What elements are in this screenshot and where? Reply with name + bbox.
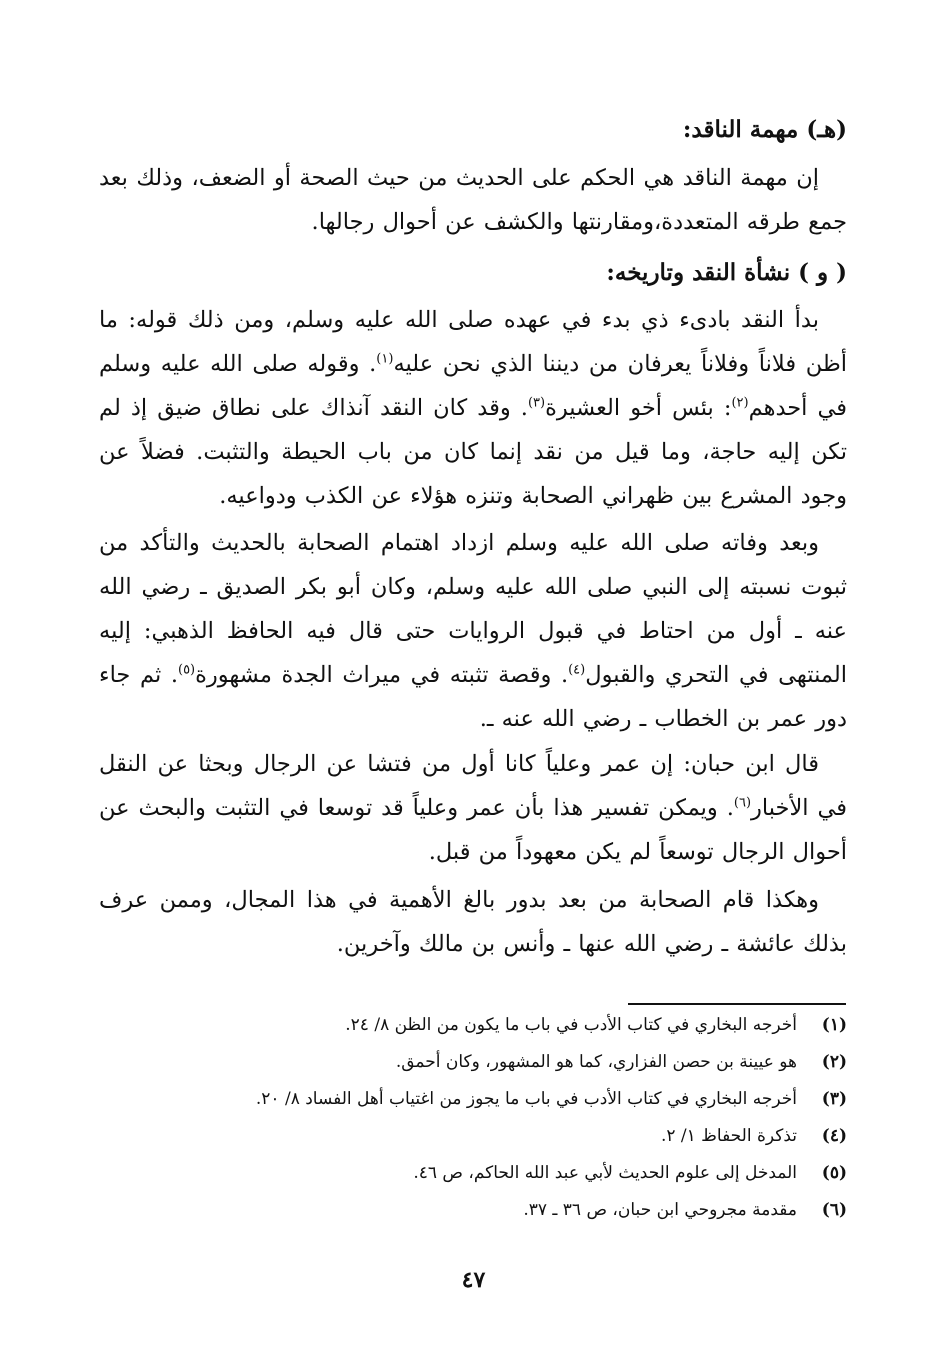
footnote-text: تذكرة الحفاظ ١/ ٢. [660,1126,797,1146]
footnote-separator [628,1003,846,1005]
paragraph-origin-2 [99,521,847,741]
footnote-number: (٦) [821,1200,847,1220]
section-heading-origin-of-criticism: ( و ) نشأة النقد وتاريخه: [606,259,847,286]
paragraph-origin-4 [99,878,847,966]
footnote-text: أخرجه البخاري في كتاب الأدب في باب ما يكون من الظن ٨/ ٢٤. [345,1015,797,1035]
footnote-ref-5[interactable]: (٥) [177,662,196,678]
footnote-ref-2[interactable]: (٢) [731,395,749,411]
footnote-item [99,1195,847,1225]
footnote-ref-1[interactable]: (١) [376,351,394,367]
paragraph-text: قال ابن حبان: إن عمر وعلياً كانا أول من فتشا عن الرجال وبحثا عن النقل في الأخبار$^{(٦)}$. ويمكن تفسير هذا بأن عمر وعلياً قد توسعا في التثبت والبحث عن أحوال الرجال توسعاً لم يكن معهوداً من قبل. [99,751,847,865]
paragraph-origin-1 [99,298,847,518]
footnote-ref-6[interactable]: (٦) [733,795,752,811]
footnote-text: المدخل إلى علوم الحديث لأبي عبد الله الحاكم، ص ٤٦. [413,1163,797,1183]
footnote-item [99,1084,847,1114]
footnote-item [99,1158,847,1188]
page-number: ٤٧ [461,1267,486,1293]
footnote-number: (٢) [821,1052,847,1072]
footnote-text: أخرجه البخاري في كتاب الأدب في باب ما يجوز من اغتياب أهل الفساد ٨/ ٢٠. [255,1089,797,1109]
footnote-ref-3[interactable]: (٣) [527,395,546,411]
footnote-number: (٥) [821,1163,847,1183]
footnote-text: مقدمة مجروحي ابن حبان، ص ٣٦ ـ ٣٧. [523,1200,797,1220]
footnote-text: هو عيينة بن حصن الفزاري، كما هو المشهور، وكان أحمق. [395,1052,797,1072]
section-heading-critic-task: (هـ) مهمة الناقد: [682,116,847,143]
paragraph-origin-3 [99,742,847,874]
paragraph-text: وبعد وفاته صلى الله عليه وسلم ازداد اهتمام الصحابة بالحديث والتأكد من ثبوت نسبته إلى النبي صلى الله عليه وسلم، وكان أبو بكر الصديق ـ رضي الله عنه ـ أول من احتاط في قبول الروايات حتى قال فيه الحافظ الذهبي: إليه المنتهى في التحري والقبول$^{(٤)}$. وقصة تثبته في ميراث الجدة مشهورة$^{(٥)}$. ثم جاء دور عمر بن الخطاب ـ رضي الله عنه ـ. [99,530,847,732]
footnote-ref-4[interactable]: (٤) [568,662,586,678]
footnote-number: (١) [821,1015,847,1035]
paragraph-text: وهكذا قام الصحابة من بعد بدور بالغ الأهمية في هذا المجال، وممن عرف بذلك عائشة ـ رضي الله عنها ـ وأنس بن مالك وآخرين. [99,887,847,957]
paragraph-text: إن مهمة الناقد هي الحكم على الحديث من حيث الصحة أو الضعف، وذلك بعد جمع طرقه المتعددة،ومقارنتها والكشف عن أحوال رجالها. [99,165,847,235]
footnote-number: (٣) [821,1089,847,1109]
footnote-item [99,1047,847,1077]
footnote-item [99,1010,847,1040]
paragraph-text: بدأ النقد بادىء ذي بدء في عهده صلى الله عليه وسلم، ومن ذلك قوله: ما أظن فلاناً وفلاناً يعرفان من ديننا الذي نحن عليه$^{(١)}$. وقوله صلى الله عليه وسلم في أحدهم$^{(٢)}$: بئس أخو العشيرة$^{(٣)}$. وقد كان النقد آنذاك على نطاق ضيق إذ لم تكن إليه حاجة، وما قيل من نقد إنما كان من باب الحيطة والتثبت. فضلاً عن وجود المشرع بين ظهراني الصحابة وتنزه هؤلاء عن الكذب ودواعيه. [99,307,848,509]
footnote-number: (٤) [821,1126,847,1146]
footnote-item [99,1121,847,1151]
paragraph-critic-task [99,156,847,244]
